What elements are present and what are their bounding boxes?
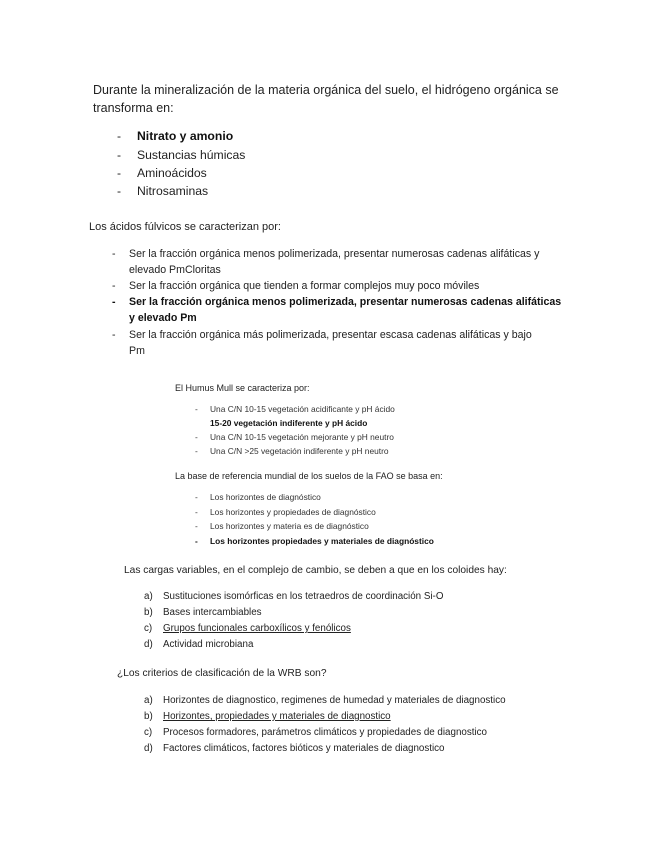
question-2-option-4-line-1: Ser la fracción orgánica más polimerizada, presentar escasa cadenas alifáticas y bajo (129, 329, 532, 341)
question-4-option-4: Los horizontes propiedades y materiales de diagnóstico (210, 536, 434, 546)
question-1-option-3: Aminoácidos (137, 166, 207, 180)
question-3-option-1-bullet: - (195, 404, 198, 414)
question-6-option-c: Procesos formadores, parámetros climáticos y propiedades de diagnostico (163, 727, 488, 738)
question-4-stem: La base de referencia mundial de los suelos de la FAO se basa en: (175, 471, 443, 481)
question-2-option-4-line-2: Pm (129, 345, 145, 357)
question-6-option-b-marker: b) (144, 711, 153, 722)
question-5-option-a-marker: a) (144, 591, 153, 602)
question-3-option-2: 15-20 vegetación indiferente y pH ácido (210, 418, 368, 428)
question-5-option-a: Sustituciones isomórficas en los tetraedros de coordinación Si-O (163, 591, 444, 602)
question-5-option-c-marker: c) (144, 623, 153, 634)
question-1-option-4-bullet: - (117, 184, 122, 198)
question-2-option-3-line-2: y elevado Pm (129, 312, 197, 324)
question-5-option-b-marker: b) (144, 607, 153, 618)
question-4-option-4-bullet: - (195, 536, 198, 546)
question-3-option-3: Una C/N 10-15 vegetación mejorante y pH neutro (210, 432, 394, 442)
question-1-option-1: Nitrato y amonio (137, 129, 234, 143)
question-5-option-b: Bases intercambiables (163, 607, 262, 618)
question-4-option-3: Los horizontes y materia es de diagnóstico (210, 521, 369, 531)
question-2-option-2-line-1: Ser la fracción orgánica que tienden a formar complejos muy poco móviles (129, 280, 480, 292)
question-2-option-4-bullet: - (112, 329, 116, 341)
question-4-option-3-bullet: - (195, 521, 198, 531)
question-1-stem-line-2: transforma en: (93, 101, 174, 115)
question-5-option-c: Grupos funcionales carboxílicos y fenólicos (163, 623, 351, 634)
question-1-option-4: Nitrosaminas (137, 184, 209, 198)
question-4-option-1: Los horizontes de diagnóstico (210, 492, 321, 502)
question-1-option-1-bullet: - (117, 129, 122, 143)
question-3-option-4-bullet: - (195, 446, 198, 456)
question-6-stem: ¿Los criterios de clasificación de la WRB son? (117, 668, 327, 679)
question-6-option-a: Horizontes de diagnostico, regimenes de humedad y materiales de diagnostico (163, 695, 506, 706)
question-1-option-2-bullet: - (117, 148, 122, 162)
question-2-stem: Los ácidos fúlvicos se caracterizan por: (89, 221, 281, 233)
question-1-stem-line-1: Durante la mineralización de la materia orgánica del suelo, el hidrógeno orgánica se (93, 83, 559, 97)
question-2-option-1-bullet: - (112, 248, 116, 260)
question-5-stem: Las cargas variables, en el complejo de cambio, se deben a que en los coloides hay: (124, 565, 507, 576)
question-2-option-3-line-1: Ser la fracción orgánica menos polimerizada, presentar numerosas cadenas alifáticas (129, 296, 562, 308)
question-3-stem: El Humus Mull se caracteriza por: (175, 383, 310, 393)
question-6-option-d-marker: d) (144, 743, 153, 754)
question-1-option-3-bullet: - (117, 166, 122, 180)
question-5-option-d-marker: d) (144, 639, 153, 650)
question-4-option-2: Los horizontes y propiedades de diagnóstico (210, 507, 376, 517)
question-2-option-1-line-1: Ser la fracción orgánica menos polimerizada, presentar numerosas cadenas alifáticas y (129, 248, 540, 260)
question-1-option-2: Sustancias húmicas (137, 148, 246, 162)
question-3-option-3-bullet: - (195, 432, 198, 442)
question-2-option-2-bullet: - (112, 280, 116, 292)
question-5-option-d: Actividad microbiana (163, 639, 254, 650)
question-4-option-2-bullet: - (195, 507, 198, 517)
question-4-option-1-bullet: - (195, 492, 198, 502)
question-2-option-1-line-2: elevado PmCloritas (129, 264, 221, 276)
question-6-option-c-marker: c) (144, 727, 153, 738)
question-3-option-1: Una C/N 10-15 vegetación acidificante y pH ácido (210, 404, 395, 414)
question-3-option-4: Una C/N >25 vegetación indiferente y pH neutro (210, 446, 389, 456)
question-6-option-d: Factores climáticos, factores bióticos y materiales de diagnostico (163, 743, 445, 754)
question-6-option-a-marker: a) (144, 695, 153, 706)
question-2-option-3-bullet: - (112, 296, 116, 308)
question-6-option-b: Horizontes, propiedades y materiales de diagnostico (163, 711, 391, 722)
